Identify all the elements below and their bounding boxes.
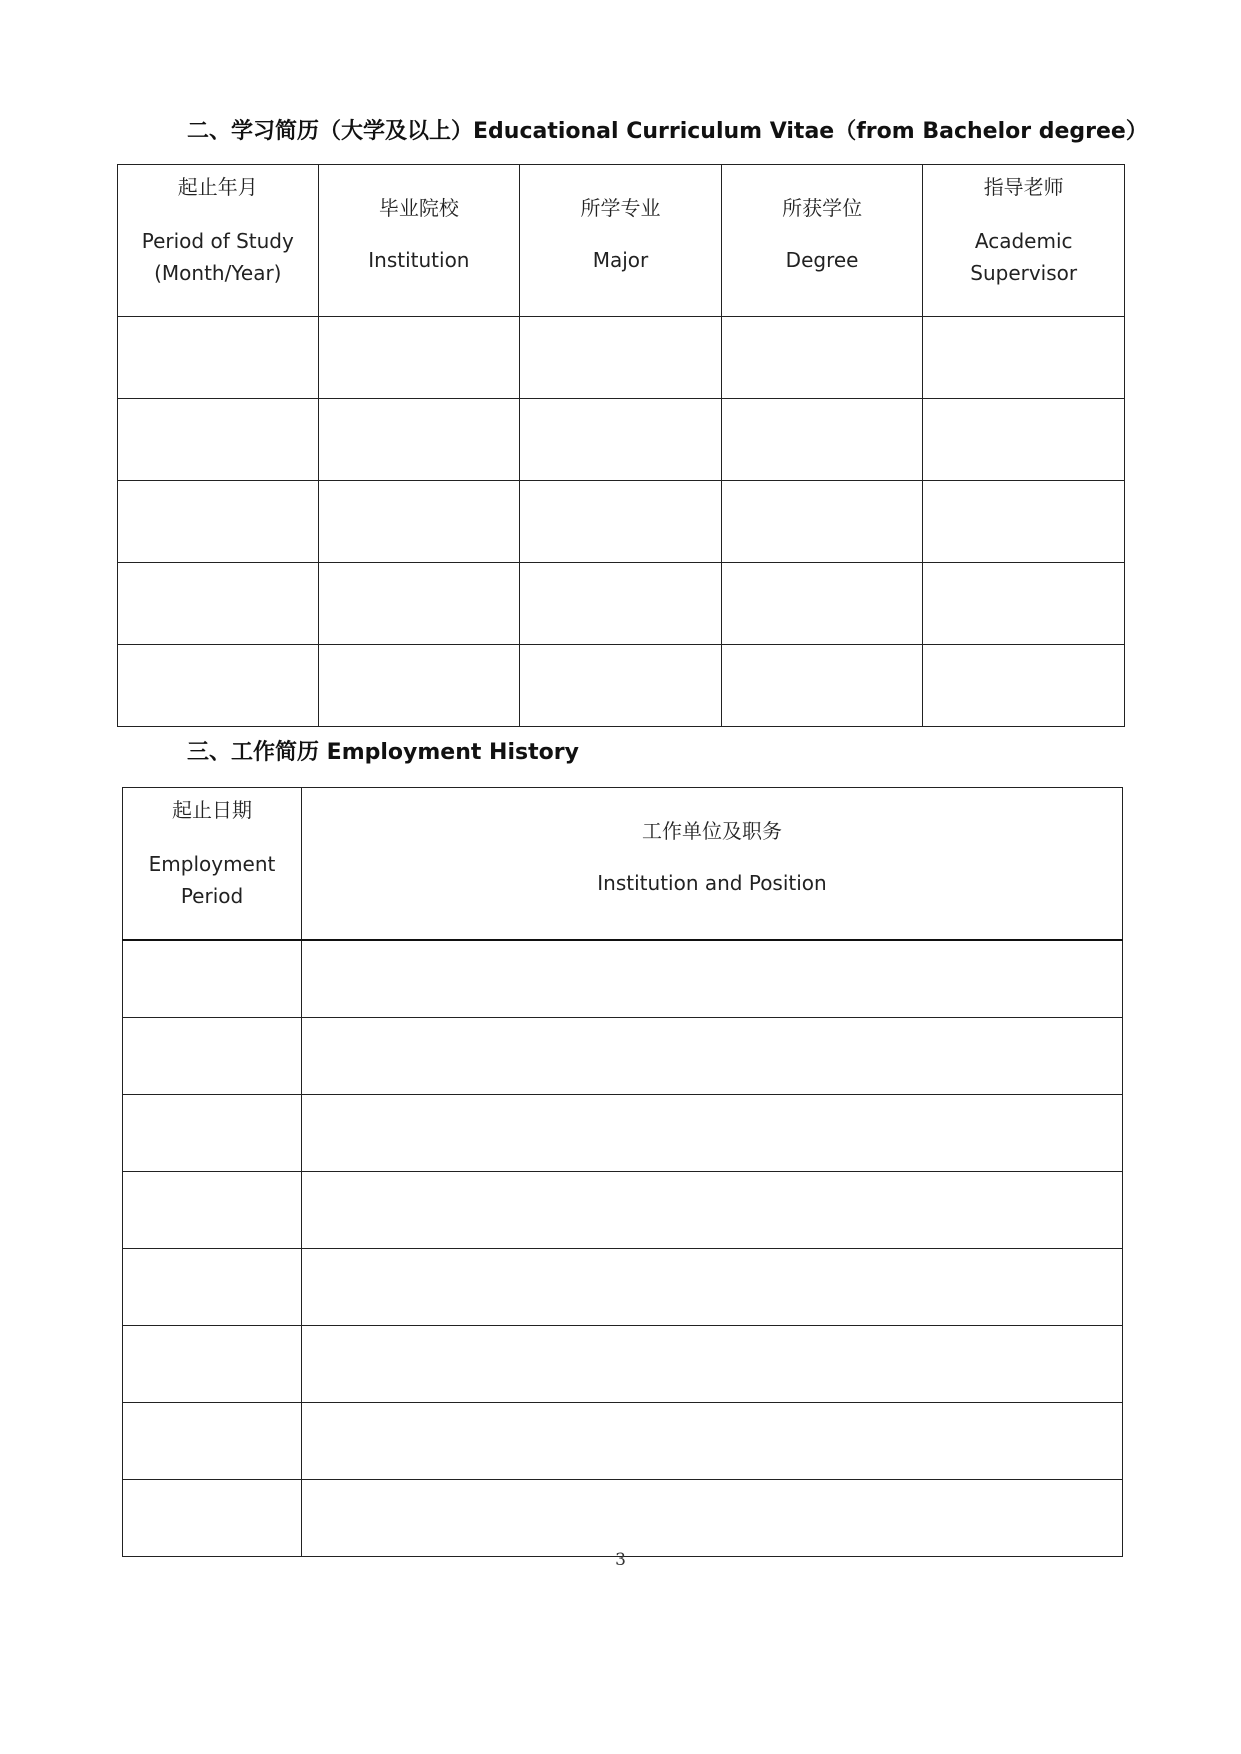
employment-cell-period[interactable]: [123, 1172, 302, 1249]
employment-cell-period[interactable]: [123, 940, 302, 1018]
employment-section-title: 三、工作简历 Employment History: [187, 740, 579, 765]
education-row: [118, 645, 1125, 727]
education-cell-period[interactable]: [118, 481, 319, 563]
education-cell-major[interactable]: [520, 563, 722, 645]
header-en-label: Employment Period: [148, 852, 276, 908]
education-cell-period[interactable]: [118, 317, 319, 399]
education-cell-degree[interactable]: [721, 563, 923, 645]
header-zh-label: 所获学位: [782, 195, 863, 220]
employment-header-row: [123, 788, 1123, 941]
education-cell-major[interactable]: [520, 645, 722, 727]
header-zh-label: 起止日期: [172, 798, 252, 822]
header-en-label: Institution and Position: [597, 870, 827, 895]
employment-cell-institution-position[interactable]: [302, 1403, 1123, 1480]
employment-row: [123, 1172, 1123, 1249]
education-cell-period[interactable]: [118, 645, 319, 727]
header-en-label: Degree: [785, 247, 859, 272]
education-cell-institution[interactable]: [318, 317, 520, 399]
education-cell-supervisor[interactable]: [923, 481, 1125, 563]
employment-row: [123, 1480, 1123, 1557]
education-cell-supervisor[interactable]: [923, 399, 1125, 481]
header-zh-label: 指导老师: [983, 175, 1064, 199]
education-cell-degree[interactable]: [721, 481, 923, 563]
employment-table: [122, 787, 1123, 1557]
education-cell-period[interactable]: [118, 563, 319, 645]
header-academic-supervisor: [923, 165, 1125, 317]
employment-cell-period[interactable]: [123, 1480, 302, 1557]
header-en-label: Major: [592, 247, 649, 272]
employment-cell-institution-position[interactable]: [302, 1172, 1123, 1249]
header-en-label: Period of Study (Month/Year): [141, 229, 294, 285]
page-number: 3: [615, 1550, 626, 1570]
header-zh-label: 所学专业: [580, 195, 661, 220]
education-cell-institution[interactable]: [318, 645, 520, 727]
employment-cell-period[interactable]: [123, 1326, 302, 1403]
education-cell-institution[interactable]: [318, 563, 520, 645]
education-table: [117, 164, 1125, 727]
education-cell-institution[interactable]: [318, 481, 520, 563]
education-row: [118, 399, 1125, 481]
employment-cell-period[interactable]: [123, 1249, 302, 1326]
education-section-title: 二、学习简历（大学及以上）Educational Curriculum Vitae（from Bachelor degree）: [187, 119, 1148, 144]
header-en-label: Academic Supervisor: [970, 229, 1078, 285]
education-cell-major[interactable]: [520, 481, 722, 563]
employment-row: [123, 1095, 1123, 1172]
education-cell-institution[interactable]: [318, 399, 520, 481]
employment-cell-period[interactable]: [123, 1018, 302, 1095]
education-row: [118, 481, 1125, 563]
employment-row: [123, 1403, 1123, 1480]
education-row: [118, 563, 1125, 645]
education-cell-supervisor[interactable]: [923, 645, 1125, 727]
employment-cell-period[interactable]: [123, 1403, 302, 1480]
header-en-label: Institution: [368, 247, 470, 272]
education-cell-major[interactable]: [520, 399, 722, 481]
education-cell-major[interactable]: [520, 317, 722, 399]
employment-row: [123, 1249, 1123, 1326]
education-header-row: [118, 165, 1125, 317]
header-zh-label: 毕业院校: [378, 195, 459, 220]
employment-cell-institution-position[interactable]: [302, 1095, 1123, 1172]
education-row: [118, 317, 1125, 399]
header-institution: [318, 165, 520, 317]
header-degree: [721, 165, 923, 317]
education-cell-degree[interactable]: [721, 399, 923, 481]
employment-cell-institution-position[interactable]: [302, 1018, 1123, 1095]
employment-cell-institution-position[interactable]: [302, 1249, 1123, 1326]
employment-cell-institution-position[interactable]: [302, 1480, 1123, 1557]
header-institution-and-position: [302, 788, 1123, 941]
header-zh-label: 工作单位及职务: [642, 818, 782, 843]
education-cell-degree[interactable]: [721, 317, 923, 399]
employment-cell-period[interactable]: [123, 1095, 302, 1172]
education-cell-period[interactable]: [118, 399, 319, 481]
employment-cell-institution-position[interactable]: [302, 940, 1123, 1018]
header-zh-label: 起止年月: [177, 175, 258, 199]
header-employment-period: [123, 788, 302, 941]
employment-row: [123, 1326, 1123, 1403]
employment-row: [123, 1018, 1123, 1095]
header-period-of-study: [118, 165, 319, 317]
education-cell-degree[interactable]: [721, 645, 923, 727]
employment-cell-institution-position[interactable]: [302, 1326, 1123, 1403]
education-cell-supervisor[interactable]: [923, 317, 1125, 399]
education-cell-supervisor[interactable]: [923, 563, 1125, 645]
employment-row: [123, 940, 1123, 1018]
header-major: [520, 165, 722, 317]
